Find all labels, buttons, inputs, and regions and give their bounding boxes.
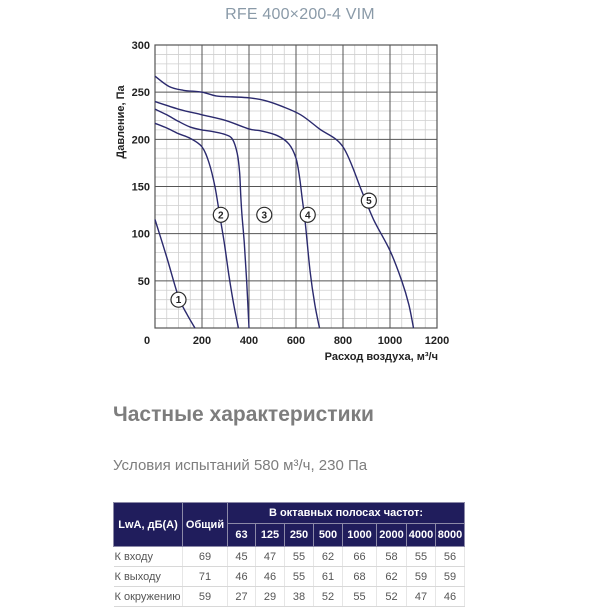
- x-axis-label: Расход воздуха, м³/ч: [324, 351, 438, 363]
- band-value: 59: [407, 567, 436, 587]
- band-value: 55: [407, 547, 436, 567]
- curve-number: 1: [175, 295, 182, 307]
- noise-table-body: [114, 547, 465, 607]
- curve-number: 3: [261, 210, 268, 222]
- band-value: 56: [436, 547, 465, 567]
- band-value: 46: [256, 567, 285, 587]
- band-value: 45: [228, 547, 256, 567]
- row-label: К выходу: [114, 567, 183, 587]
- y-tick-label: 200: [131, 134, 150, 147]
- curve-1: [155, 220, 195, 328]
- x-tick-label: 1200: [424, 335, 450, 347]
- y-axis-label: Давление, Па: [115, 85, 127, 159]
- frequency-header: 1000: [343, 524, 377, 547]
- band-value: 55: [285, 567, 314, 587]
- total-value: 69: [183, 547, 228, 567]
- test-conditions: Условия испытаний 580 м³/ч, 230 Па: [113, 457, 368, 474]
- band-value: 62: [314, 547, 343, 567]
- frequency-header: 250: [285, 524, 314, 547]
- y-tick-label: 150: [131, 181, 150, 194]
- chart-title: RFE 400×200-4 VIM: [225, 6, 375, 23]
- table-row: [114, 567, 465, 587]
- band-value: 46: [436, 587, 465, 607]
- noise-table: [113, 502, 465, 607]
- frequency-header: 500: [314, 524, 343, 547]
- band-value: 55: [343, 587, 377, 607]
- row-label: К входу: [114, 547, 183, 567]
- band-value: 27: [228, 587, 256, 607]
- header-lwa: LwA, дБ(А): [114, 503, 183, 547]
- section-title: Частные характеристики: [113, 403, 374, 426]
- band-value: 47: [256, 547, 285, 567]
- y-tick-label: 50: [137, 275, 150, 288]
- curve-number: 2: [218, 210, 224, 222]
- band-value: 66: [343, 547, 377, 567]
- band-value: 52: [377, 587, 407, 607]
- total-value: 59: [183, 587, 228, 607]
- curve-number: 5: [366, 196, 372, 208]
- band-value: 38: [285, 587, 314, 607]
- band-value: 68: [343, 567, 377, 587]
- table-row: [114, 547, 465, 567]
- band-value: 62: [377, 567, 407, 587]
- band-value: 47: [407, 587, 436, 607]
- frequency-header: 2000: [377, 524, 407, 547]
- band-value: 58: [377, 547, 407, 567]
- band-value: 46: [228, 567, 256, 587]
- x-tick-label: 600: [286, 335, 306, 347]
- row-label: К окружению: [114, 587, 183, 607]
- band-value: 29: [256, 587, 285, 607]
- frequency-header: 8000: [436, 524, 465, 547]
- y-tick-label: 100: [131, 228, 150, 241]
- x-tick-label: 0: [143, 335, 151, 347]
- frequency-header: 4000: [407, 524, 436, 547]
- x-tick-label: 400: [239, 335, 259, 347]
- x-tick-label: 200: [192, 335, 212, 347]
- frequency-header: 63: [228, 524, 256, 547]
- x-tick-label: 1000: [377, 335, 403, 347]
- frequency-header: 125: [256, 524, 285, 547]
- band-value: 61: [314, 567, 343, 587]
- band-value: 55: [285, 547, 314, 567]
- major-grid: [155, 45, 437, 328]
- band-value: 59: [436, 567, 465, 587]
- y-tick-label: 250: [131, 87, 150, 100]
- table-row: [114, 587, 465, 607]
- header-total: Общий: [183, 503, 228, 547]
- band-value: 52: [314, 587, 343, 607]
- total-value: 71: [183, 567, 228, 587]
- y-tick-label: 300: [131, 40, 150, 52]
- curve-2: [155, 123, 238, 328]
- header-octave-bands: В октавных полосах частот:: [228, 503, 465, 524]
- curve-number: 4: [304, 210, 311, 222]
- x-tick-label: 800: [333, 335, 353, 347]
